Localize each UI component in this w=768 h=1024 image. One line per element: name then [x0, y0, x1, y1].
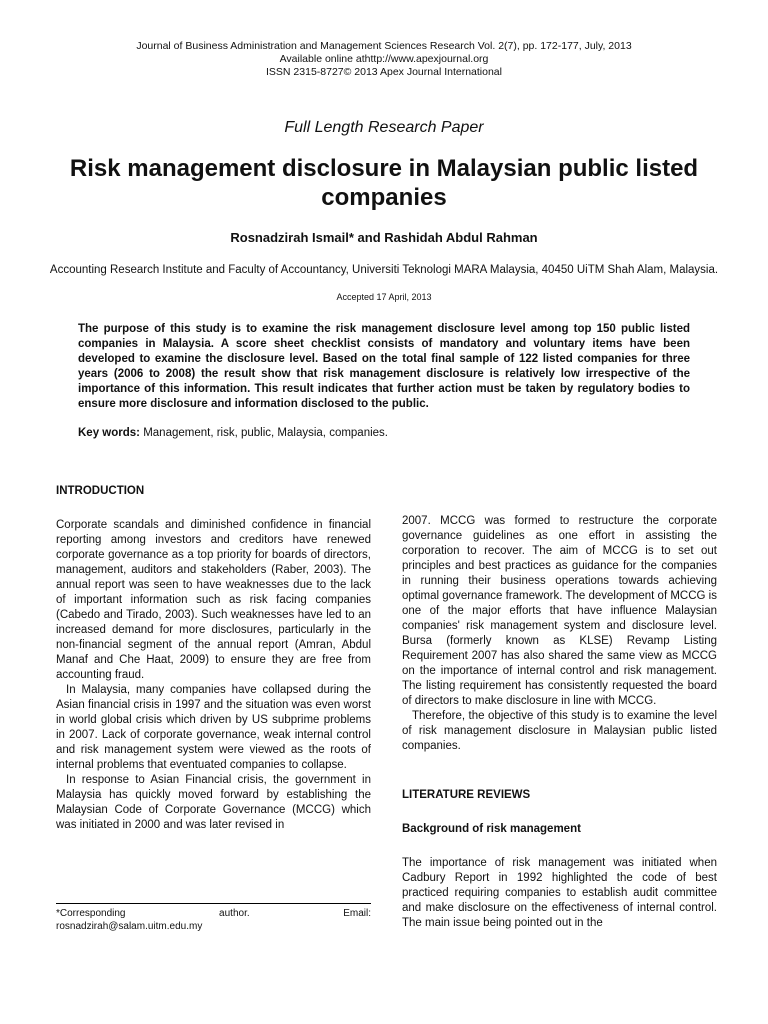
paper-type: Full Length Research Paper: [284, 119, 484, 136]
journal-citation: Journal of Business Administration and Management Sciences Research Vol. 2(7), pp. 172-177, July, 2013: [136, 40, 632, 52]
footnote-word-email: Email:: [343, 908, 371, 919]
left-column: [56, 484, 371, 833]
literature-paragraph-1: The importance of risk management was initiated when Cadbury Report in 1992 highlighted the code of best practiced requiring companies to establish audit committee and make disclosure on the effectiveness of internal control. The main issue being pointed out in the: [402, 857, 717, 929]
accepted-date: Accepted 17 April, 2013: [336, 292, 432, 302]
intro-paragraph-2: In Malaysia, many companies have collapsed during the Asian financial crisis in 1997 and the situation was even worst in world global crisis which driven by US subprime problems in 2007. Lack of corporate governance, weak internal control and risk management system were viewed as the roots of internal problems that eventuated companies to collapse.: [56, 684, 371, 771]
footnote-divider: [56, 903, 371, 904]
journal-issn: ISSN 2315-8727© 2013 Apex Journal International: [266, 66, 502, 78]
journal-header: [0, 0, 768, 79]
authors: Rosnadzirah Ismail* and Rashidah Abdul Rahman: [230, 230, 538, 245]
affiliation: Accounting Research Institute and Faculty of Accountancy, Universiti Teknologi MARA Malaysia, 40450 UiTM Shah Alam, Malaysia.: [49, 264, 719, 276]
footnote-line: [56, 907, 371, 920]
footnote-word-corresponding: *Corresponding: [56, 908, 126, 919]
keywords: [78, 427, 690, 439]
intro-paragraph-5: Therefore, the objective of this study is to examine the level of risk management disclosure in Malaysian public listed companies.: [402, 710, 717, 752]
right-column: [402, 514, 717, 931]
footnote: [56, 907, 371, 933]
footnote-email-address[interactable]: rosnadzirah@salam.uitm.edu.my: [56, 921, 203, 932]
paper-title: Risk management disclosure in Malaysian public listed companies: [69, 155, 699, 211]
intro-paragraph-4: 2007. MCCG was formed to restructure the corporate governance guidelines as one effort in assisting the corporation to recover. The aim of MCCG is to set out principles and best practices as guidance for the companies in running their business operations towards achieving optimal governance framework. The development of MCCG is one of the major efforts that have influence Malaysian companies' risk management system and disclosure level. Bursa (formerly known as KLSE) Revamp Listing Requirement 2007 has also shared the same view as MCCG on the importance of internal control and risk management. The listing requirement has consistently requested the board of directors to make disclosure in line with MCCG.: [402, 515, 717, 707]
keywords-label: Key words:: [78, 427, 140, 439]
abstract: The purpose of this study is to examine the risk management disclosure level among top 150 public listed companies in Malaysia. A score sheet checklist consists of mandatory and voluntary items have been developed to examine the disclosure level. Based on the total final sample of 122 listed companies for three years (2006 to 2008) the result show that risk management disclosure is relatively low irrespective of the importance of this information. This result indicates that further action must be taken by regulatory bodies to ensure more disclosure and information disclosed to the public.: [78, 323, 690, 410]
section-heading-literature: LITERATURE REVIEWS: [402, 789, 531, 801]
journal-url: Available online athttp://www.apexjournal.org: [279, 53, 489, 65]
intro-paragraph-3: In response to Asian Financial crisis, the government in Malaysia has quickly moved forward by establishing the Malaysian Code of Corporate Governance (MCCG) which was initiated in 2000 and was later revised in: [56, 774, 371, 831]
section-heading-introduction: INTRODUCTION: [56, 485, 145, 497]
footnote-word-author: author.: [219, 908, 250, 919]
subsection-heading-risk: Background of risk management: [402, 823, 581, 835]
intro-paragraph-1: Corporate scandals and diminished confidence in financial reporting among investors and creditors have renewed corporate governance as a top priority for boards of directors, management, auditors and stakeholders (Raber, 2003). The annual report was seen to have weaknesses due to the lack of important information such as risk facing companies (Cabedo and Tirado, 2003). Such weaknesses have led to an increased demand for more disclosures, particularly in the non-financial segment of the annual report (Amran, Abdul Manaf and Che Haat, 2009) to ensure they are free from accounting fraud.: [56, 519, 371, 681]
keywords-text: Management, risk, public, Malaysia, companies.: [140, 427, 388, 439]
